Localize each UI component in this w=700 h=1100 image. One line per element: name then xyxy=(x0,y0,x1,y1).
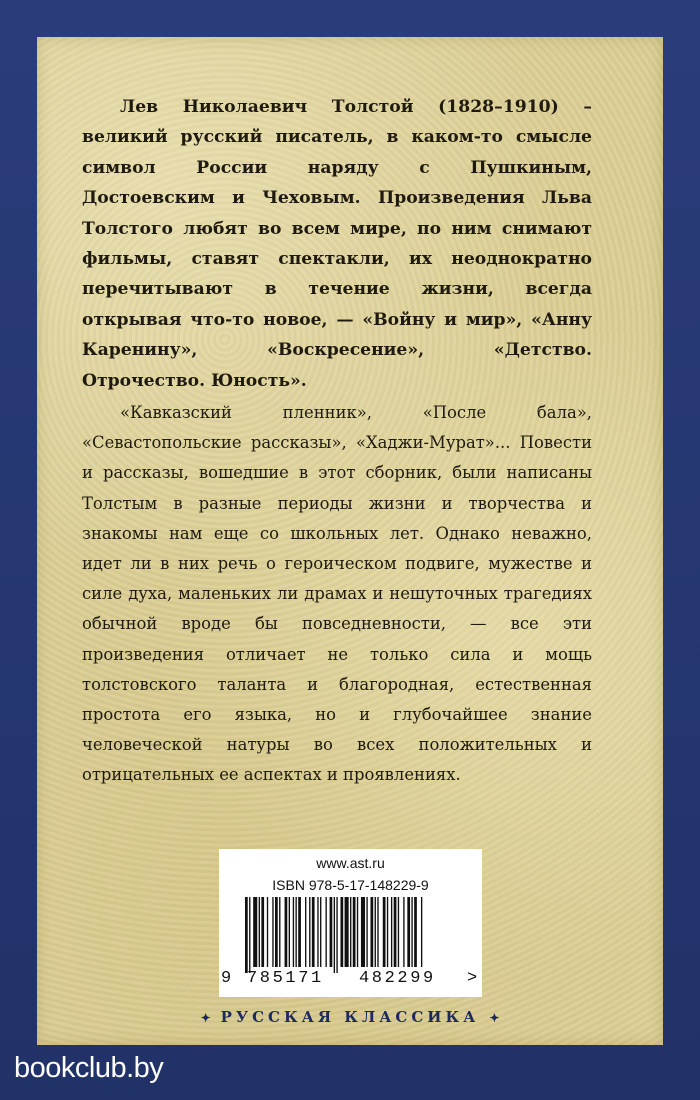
barcode-bar xyxy=(387,897,388,967)
series-title xyxy=(37,1008,663,1026)
barcode-bar xyxy=(394,897,397,967)
barcode-bars xyxy=(235,897,467,973)
ornament-right-icon: ✦ xyxy=(489,1011,500,1025)
barcode-bar xyxy=(253,897,257,967)
barcode-bar xyxy=(414,897,417,967)
barcode-bar xyxy=(249,897,250,973)
barcode-bar xyxy=(320,897,321,967)
barcode-bar xyxy=(357,897,358,967)
barcode-bar xyxy=(383,897,386,967)
barcode-bar xyxy=(245,897,248,973)
barcode-digits xyxy=(219,969,482,991)
barcode-block xyxy=(219,849,482,997)
barcode-bar xyxy=(340,897,343,967)
barcode-bar xyxy=(325,897,326,967)
publisher-url: www.ast.ru xyxy=(316,855,385,871)
barcode-bar xyxy=(403,897,404,967)
barcode-bar xyxy=(272,897,273,967)
barcode-bar xyxy=(305,897,306,967)
barcode-first-digit: 9 xyxy=(221,969,232,988)
barcode-bar xyxy=(293,897,294,967)
barcode-bar xyxy=(334,897,335,973)
barcode-bar xyxy=(391,897,392,967)
series-name: РУССКАЯ КЛАССИКА xyxy=(220,1008,480,1026)
ornament-left-icon: ✦ xyxy=(200,1011,211,1025)
isbn-text: ISBN 978-5-17-148229-9 xyxy=(272,877,429,893)
annotation-collection xyxy=(82,398,592,791)
annotation-author xyxy=(82,92,592,396)
paragraph-collection-description: «Кавказский пленник», «После бала», «Севастопольские рассказы», «Хаджи-Мурат»... Повести и рассказы, вошедшие в этот сборник, были написаны Толстым в разные периоды жизни и творчества и знакомы нам еще со школьных лет. Однако неважно, идет ли в них речь о героическом подвиге, мужестве и силе духа, маленьких ли драмах и нешуточных трагедиях обычной вроде бы повседневности, — все эти произведения отличает не только сила и мощь толстовского таланта и благородная, естественная простота его языка, но и глубочайшее знание человеческой натуры во всех положительных и отрицательных ее аспектах и проявлениях. xyxy=(82,403,592,785)
barcode-bar xyxy=(279,897,280,967)
barcode-bar xyxy=(361,897,365,967)
barcode-bar xyxy=(317,897,318,967)
barcode-bar xyxy=(345,897,349,967)
barcode-bar xyxy=(375,897,376,967)
barcode-bar xyxy=(411,897,412,967)
barcode-group-2: 482299 xyxy=(359,969,436,988)
paragraph-author-bio: Лев Николаевич Толстой (1828–1910) – великий русский писатель, в каком-то смысле символ России наряду с Пушкиным, Достоевским и Чеховым. Произведения Льва Толстого любят во всем мире, по ним снимают фильмы, ставят спектакли, их неоднократно перечитывают в течение жизни, всегда открывая что-то новое, — «Войну и мир», «Анну Каренину», «Воскресение», «Детство. Отрочество. Юность». xyxy=(82,97,592,391)
barcode-bar xyxy=(330,897,333,967)
barcode-bar xyxy=(370,897,373,967)
barcode-group-1: 785171 xyxy=(247,969,324,988)
barcode-bar xyxy=(261,897,264,967)
barcode-bar xyxy=(285,897,288,967)
barcode-bar xyxy=(407,897,410,967)
watermark-site: bookclub.by xyxy=(14,1052,164,1084)
barcode-bar xyxy=(366,897,367,967)
barcode-bar xyxy=(421,897,422,967)
barcode-bar xyxy=(312,897,315,967)
barcode-bar xyxy=(377,897,378,967)
barcode-bar xyxy=(309,897,310,967)
barcode-bar xyxy=(267,897,268,967)
barcode-bar xyxy=(295,897,296,967)
barcode-bar xyxy=(350,897,351,967)
barcode-end-mark: > xyxy=(467,969,478,988)
barcode-bar xyxy=(398,897,399,967)
barcode-bar xyxy=(353,897,356,967)
barcode-bar xyxy=(336,897,337,973)
barcode-bar xyxy=(275,897,278,967)
barcode-bar xyxy=(289,897,290,967)
barcode-bar xyxy=(259,897,260,967)
barcode-bar xyxy=(298,897,301,967)
